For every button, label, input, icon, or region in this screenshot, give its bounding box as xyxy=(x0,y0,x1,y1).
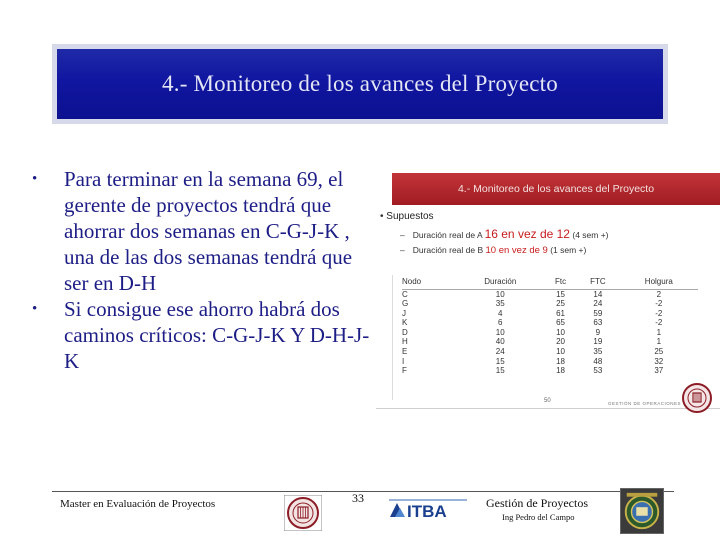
embedded-supuestos-label: Supuestos xyxy=(386,211,434,222)
table-row xyxy=(402,328,698,338)
table-cell: 48 xyxy=(593,356,603,366)
table-cell: 10 xyxy=(495,327,505,337)
table-header-cell: Ftc xyxy=(545,275,576,289)
table-cell: 63 xyxy=(593,318,603,328)
bullet-text: Si consigue ese ahorro habrá dos caminos críticos: C-G-J-K Y D-H-J-K xyxy=(64,297,370,373)
table-cell: G xyxy=(402,299,409,309)
bullet-item xyxy=(30,166,375,296)
table-cell: 10 xyxy=(556,347,566,357)
table-header-cell: Holgura xyxy=(620,275,698,289)
bullet-text: Para terminar en la semana 69, el gerente de proyectos tendrá que ahorrar dos semanas en C-G-J-K , una de las dos semanas tendrá que ser en D-H xyxy=(64,167,353,295)
table-cell: -2 xyxy=(655,318,663,328)
table-cell: 18 xyxy=(556,356,566,366)
table-cell: C xyxy=(402,289,408,299)
bullet-dot: • xyxy=(32,171,38,187)
embedded-title: 4.- Monitoreo de los avances del Proyecto xyxy=(457,183,655,195)
embedded-bullet: • xyxy=(380,211,384,222)
table-cell: 32 xyxy=(654,356,664,366)
bullet-item xyxy=(30,296,375,374)
table-header-cell: Nodo xyxy=(402,275,455,289)
embedded-title-box xyxy=(392,173,720,205)
institution-emblem-icon xyxy=(620,488,664,534)
table-cell: -2 xyxy=(655,299,663,309)
table-cell: 25 xyxy=(556,299,566,309)
table-row xyxy=(402,347,698,357)
table-cell: 6 xyxy=(498,318,503,328)
table-cell: 40 xyxy=(495,337,505,347)
embedded-assumption-line: – Duración real de A 16 en vez de 12 (4 sem +) xyxy=(400,227,609,241)
embedded-highlight-value: 10 en vez de 9 xyxy=(485,245,548,256)
embedded-footer-line xyxy=(376,408,720,409)
table-row xyxy=(402,289,698,299)
itba-logo-text: ITBA xyxy=(407,502,447,521)
table-cell: 1 xyxy=(656,337,662,347)
table-cell: F xyxy=(402,366,407,376)
itba-logo xyxy=(388,497,468,521)
table-row xyxy=(402,309,698,319)
embedded-supuestos xyxy=(380,211,434,222)
table-cell: J xyxy=(402,308,406,318)
embedded-highlight-value: 16 en vez de 12 xyxy=(484,227,570,241)
page-number: 33 xyxy=(352,491,364,505)
table-cell: 15 xyxy=(556,289,566,299)
table-cell: 24 xyxy=(593,299,603,309)
table-cell: 37 xyxy=(654,366,664,376)
table-cell: 35 xyxy=(495,299,505,309)
table-row xyxy=(402,337,698,347)
slide-title-box xyxy=(57,49,663,119)
table-header-row xyxy=(402,275,698,289)
embedded-table xyxy=(402,275,698,376)
table-cell: I xyxy=(402,356,405,366)
footer-subject: Gestión de Proyectos xyxy=(486,496,588,510)
table-cell: D xyxy=(402,327,408,337)
table-cell: 53 xyxy=(593,366,603,376)
bullet-dot: • xyxy=(32,301,38,317)
table-cell: 9 xyxy=(595,327,601,337)
table-cell: 1 xyxy=(656,327,662,337)
embedded-footer-text: GESTIÓN DE OPERACIONES xyxy=(608,401,682,406)
table-header-cell: Duración xyxy=(455,275,545,289)
table-cell: 19 xyxy=(593,337,603,347)
table-cell: H xyxy=(402,337,408,347)
embedded-slide-image xyxy=(372,165,720,410)
table-cell: 15 xyxy=(495,356,505,366)
table-cell: 10 xyxy=(495,289,505,299)
table-cell: 65 xyxy=(556,318,566,328)
table-cell: 25 xyxy=(654,347,664,357)
table-cell: 2 xyxy=(656,289,662,299)
table-header-cell: FTC xyxy=(576,275,620,289)
table-cell: 59 xyxy=(593,308,603,318)
table-cell: -2 xyxy=(655,308,663,318)
footer-professor: Ing Pedro del Campo xyxy=(502,512,575,522)
table-cell: 18 xyxy=(556,366,566,376)
table-cell: 24 xyxy=(495,347,505,357)
embedded-assumption-line: – Duración real de B 10 en vez de 9 (1 sem +) xyxy=(400,245,587,256)
table-row xyxy=(402,318,698,328)
bullet-list xyxy=(30,166,375,374)
table-cell: K xyxy=(402,318,408,328)
table-row xyxy=(402,366,698,376)
university-seal-icon xyxy=(284,495,322,531)
table-cell: 20 xyxy=(556,337,566,347)
table-row xyxy=(402,357,698,367)
table-cell: 61 xyxy=(556,308,566,318)
table-cell: 15 xyxy=(495,366,505,376)
table-cell: 14 xyxy=(593,289,603,299)
table-cell: 4 xyxy=(498,308,503,318)
table-cell: 35 xyxy=(593,347,603,357)
table-cell: 10 xyxy=(556,327,566,337)
footer-course: Master en Evaluación de Proyectos xyxy=(60,498,216,510)
table-cell: E xyxy=(402,347,408,357)
embedded-page-number: 50 xyxy=(544,398,551,404)
university-seal-icon xyxy=(682,383,712,413)
slide-title: 4.- Monitoreo de los avances del Proyecto xyxy=(162,71,558,96)
table-row xyxy=(402,299,698,309)
embedded-divider xyxy=(392,275,393,400)
